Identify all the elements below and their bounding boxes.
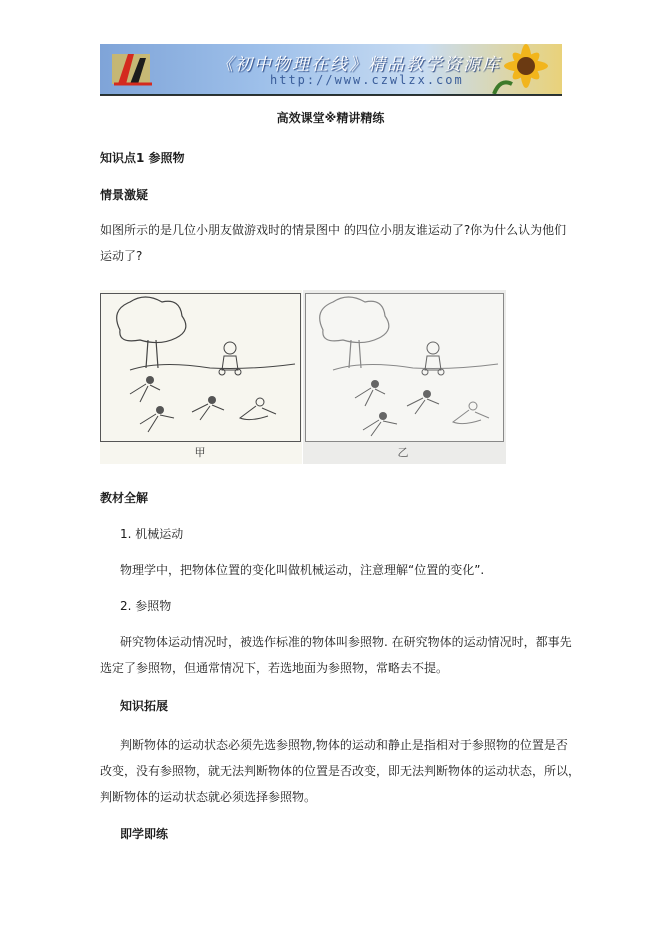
section-heading: 知识点1 参照物 — [100, 151, 185, 165]
extension-text-line2: 改变，没有参照物，就无法判断物体的位置是否改变，即无法判断物体的运动状态，所以， — [100, 764, 581, 778]
scenario-heading: 情景激疑 — [100, 188, 149, 202]
banner-title: 《初中物理在线》精品教学资源库 — [216, 55, 501, 75]
figure-left-caption: 甲 — [194, 446, 206, 459]
figure-right-caption: 乙 — [397, 446, 409, 459]
banner-url[interactable]: http://www.czwlzx.com — [270, 73, 464, 87]
practice-heading: 即学即练 — [120, 827, 169, 841]
scenario-text-line2: 运动了? — [100, 249, 143, 263]
textbook-heading: 教材全解 — [100, 491, 149, 505]
item1-text: 物理学中，把物体位置的变化叫做机械运动，注意理解“位置的变化”. — [120, 563, 485, 577]
extension-text-line1: 判断物体的运动状态必须先选参照物,物体的运动和静止是指相对于参照物的位置是否 — [120, 738, 568, 752]
item2-text-line2: 选定了参照物，但通常情况下，若选地面为参照物，常略去不提。 — [100, 661, 449, 675]
scenario-text-line1: 如图所示的是几位小朋友做游戏时的情景图中 的四位小朋友谁运动了?你为什么认为他们 — [100, 223, 567, 237]
header-rule — [100, 95, 562, 96]
extension-text-line3: 判断物体的运动状态就必须选择参照物。 — [100, 790, 317, 804]
extension-heading: 知识拓展 — [120, 699, 169, 713]
item1-heading: 1. 机械运动 — [120, 527, 184, 541]
site-logo — [108, 48, 158, 90]
figure-left-image — [100, 290, 302, 464]
page-title: 高效课堂※精讲精练 — [276, 111, 385, 125]
figure-right-image — [303, 290, 506, 464]
header-banner — [100, 44, 562, 96]
item2-text-line1: 研究物体运动情况时，被选作标准的物体叫参照物. 在研究物体的运动情况时，都事先 — [120, 635, 572, 649]
item2-heading: 2. 参照物 — [120, 599, 172, 613]
sunflower-icon — [486, 44, 560, 94]
